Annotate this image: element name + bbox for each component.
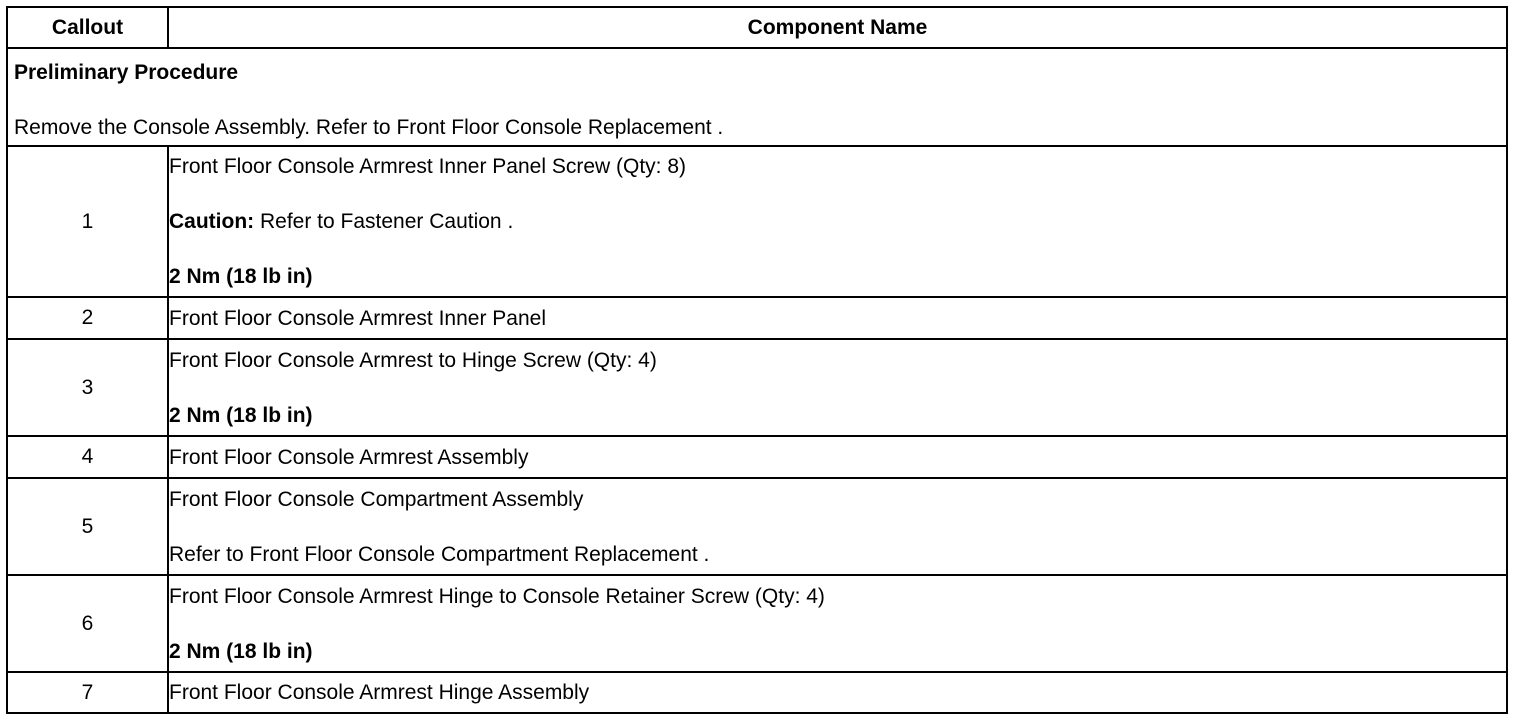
preliminary-cell (7, 48, 1507, 146)
callout-cell: 3 (7, 339, 168, 436)
component-cell (168, 575, 1507, 672)
torque-spec: 2 Nm (18 lb in) (169, 265, 313, 288)
component-table (6, 6, 1508, 714)
preliminary-row (7, 48, 1507, 146)
component-cell (168, 146, 1507, 297)
callout-cell: 4 (7, 436, 168, 478)
callout-cell: 5 (7, 478, 168, 575)
component-name: Front Floor Console Armrest Hinge Assembly (169, 681, 590, 704)
callout-header: Callout (7, 7, 168, 48)
torque-spec: 2 Nm (18 lb in) (169, 639, 313, 663)
callout-cell: 1 (7, 146, 168, 297)
document (6, 6, 1508, 714)
table-row (7, 339, 1507, 436)
table-row (7, 436, 1507, 478)
component-name: Front Floor Console Armrest Hinge to Console Retainer Screw (Qty: 4) (169, 584, 825, 608)
component-name: Front Floor Console Compartment Assembly (169, 487, 584, 511)
table-row (7, 146, 1507, 297)
table-row (7, 297, 1507, 339)
table-row (7, 478, 1507, 575)
component-cell (168, 297, 1507, 339)
component-name: Front Floor Console Armrest Assembly (169, 445, 529, 469)
table-row (7, 672, 1507, 713)
table-row (7, 575, 1507, 672)
component-name: Front Floor Console Armrest Inner Panel (169, 306, 546, 330)
caution-label: Caution: (169, 210, 255, 233)
preliminary-text: Remove the Console Assembly. Refer to Front Floor Console Replacement . (14, 116, 724, 139)
caution-line (169, 208, 1506, 235)
component-name-header: Component Name (168, 7, 1507, 48)
header-row (7, 7, 1507, 48)
component-cell (168, 478, 1507, 575)
component-name: Front Floor Console Armrest to Hinge Screw (Qty: 4) (169, 348, 657, 372)
callout-cell: 6 (7, 575, 168, 672)
callout-cell: 7 (7, 672, 168, 713)
callout-cell: 2 (7, 297, 168, 339)
component-cell (168, 436, 1507, 478)
preliminary-heading: Preliminary Procedure (14, 61, 239, 84)
caution-text: Refer to Fastener Caution . (254, 210, 514, 233)
reference-note: Refer to Front Floor Console Compartment Replacement . (169, 542, 710, 566)
component-cell (168, 672, 1507, 713)
component-cell (168, 339, 1507, 436)
component-name: Front Floor Console Armrest Inner Panel Screw (Qty: 8) (169, 155, 687, 178)
torque-spec: 2 Nm (18 lb in) (169, 403, 313, 427)
